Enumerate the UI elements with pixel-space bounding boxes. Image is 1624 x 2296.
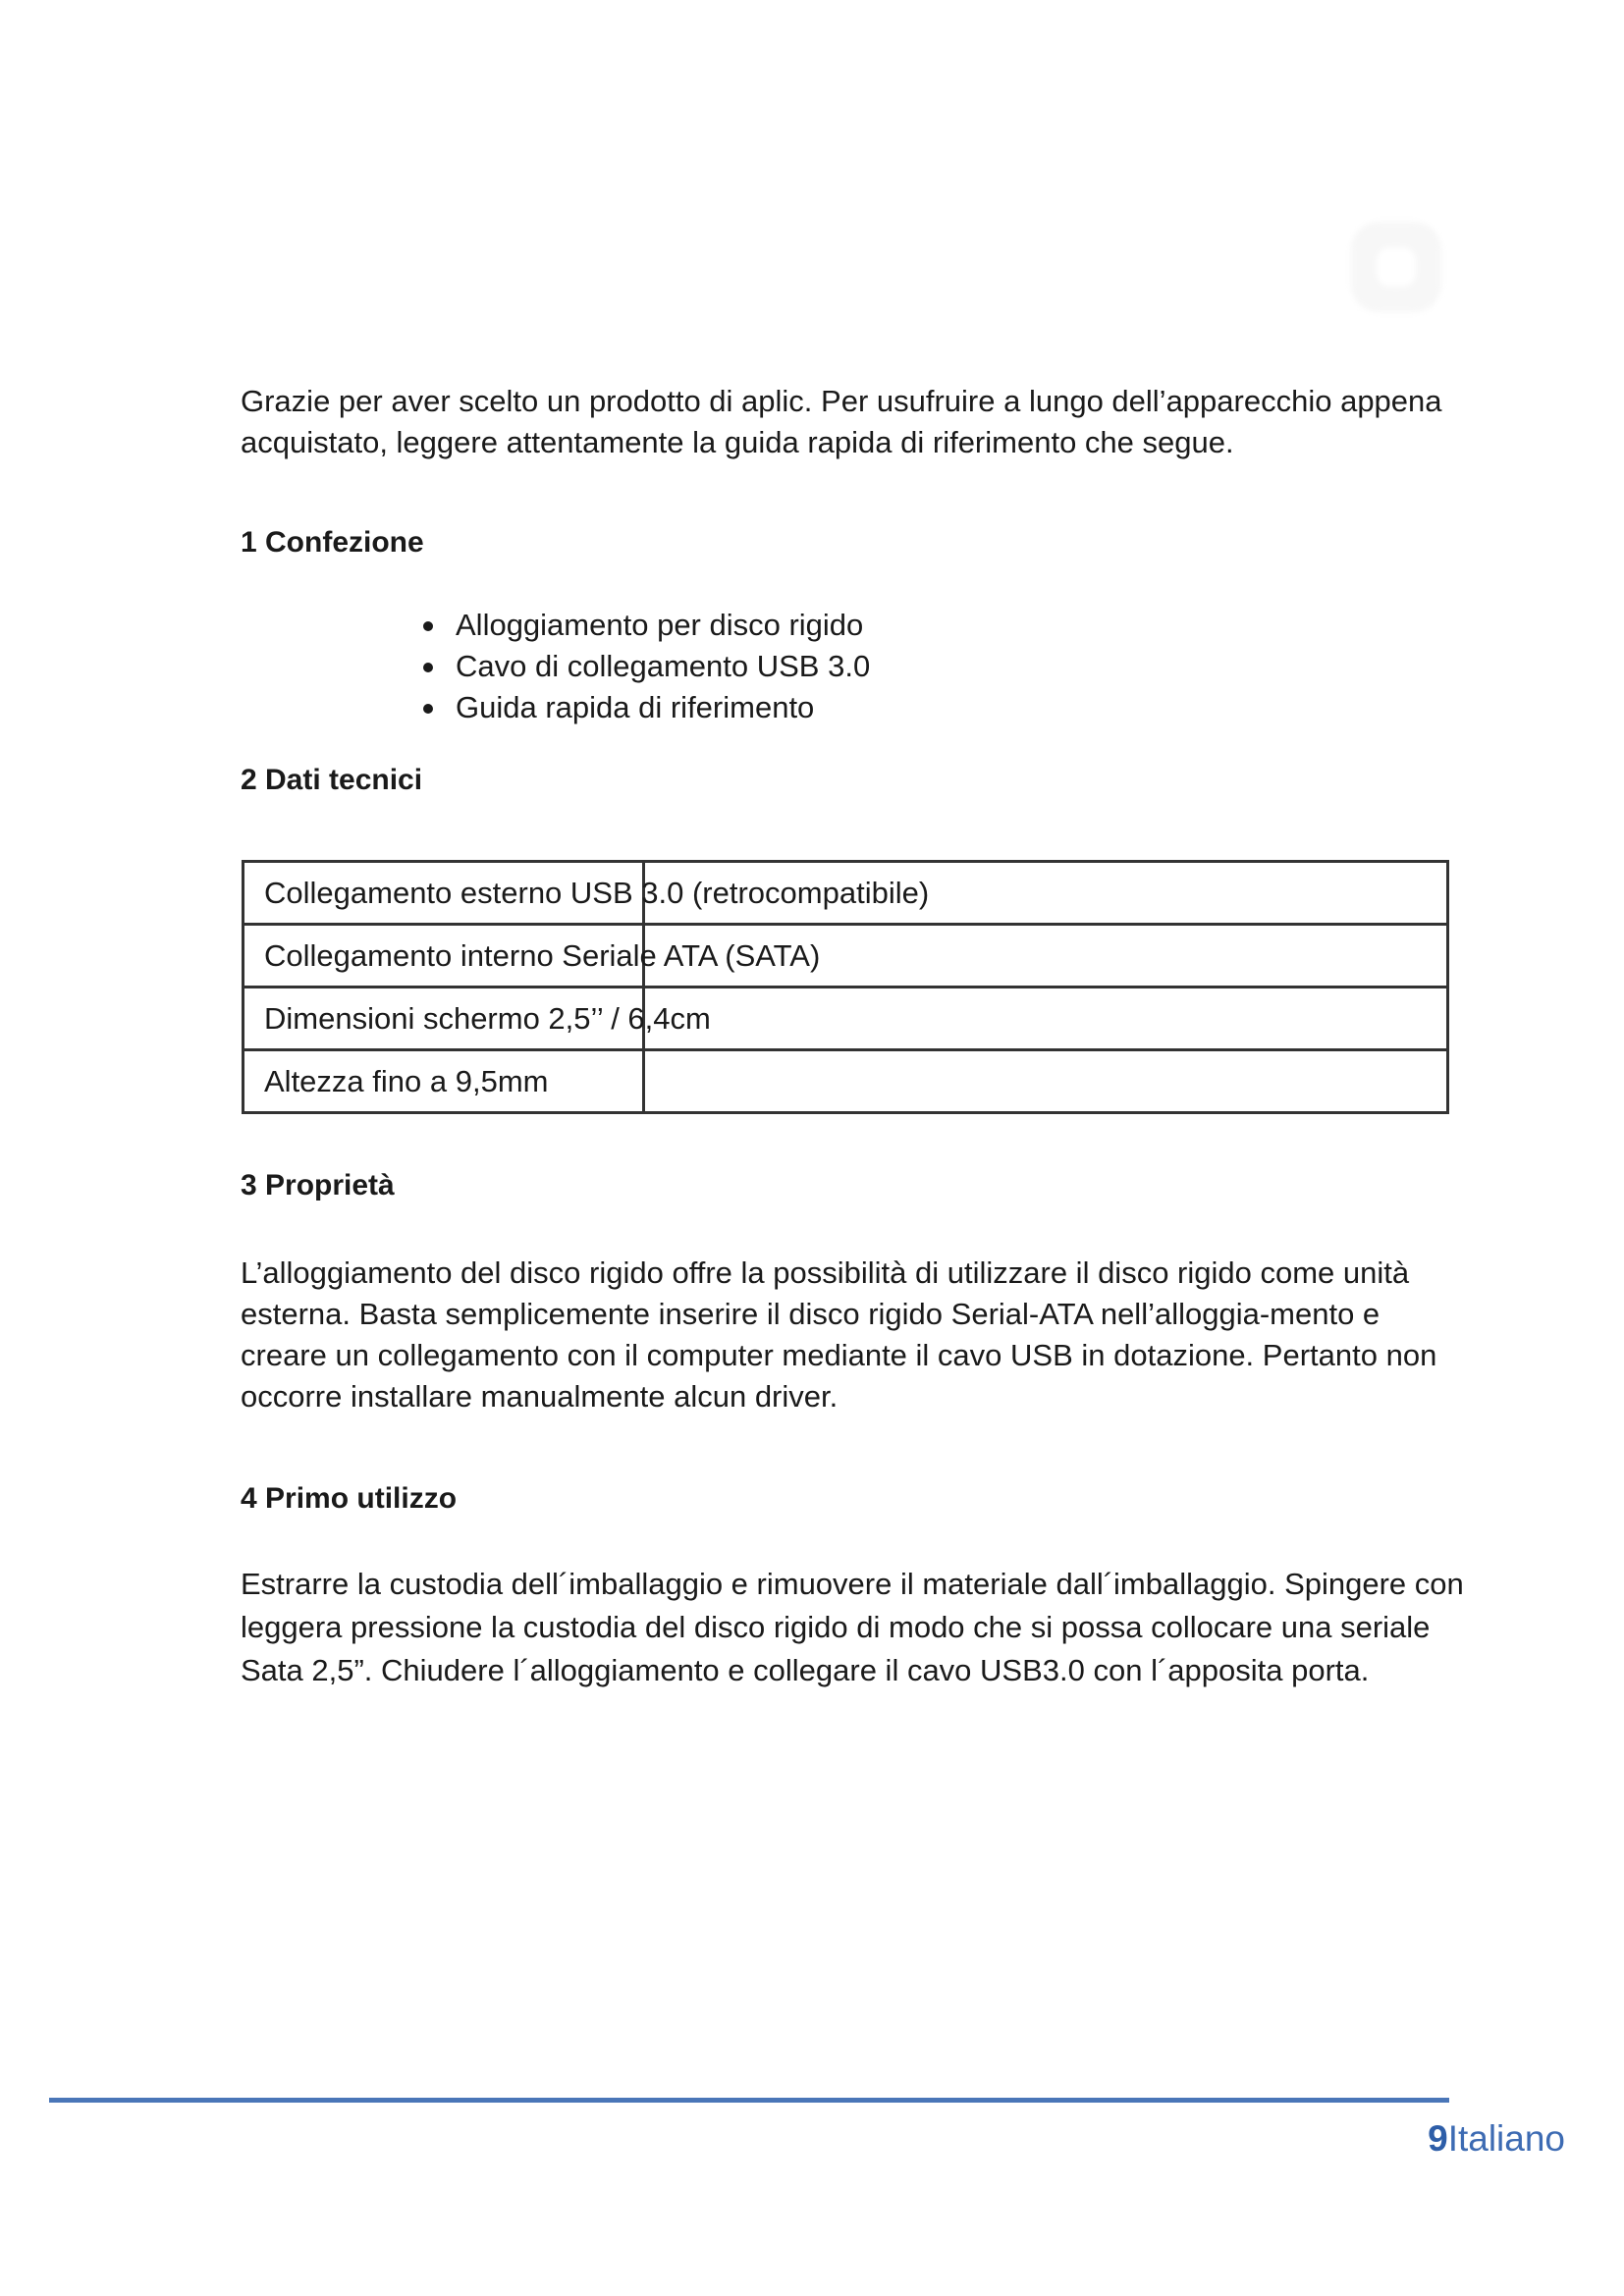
spec-row-text: Collegamento esterno USB 3.0 (retrocompatibile) <box>264 875 930 910</box>
watermark-logo <box>1351 222 1441 312</box>
table-row <box>244 862 1448 925</box>
table-row <box>244 1050 1448 1113</box>
section-heading-proprieta: 3 Proprietà <box>241 1169 395 1201</box>
footer-divider <box>49 2098 1449 2103</box>
list-item: Guida rapida di riferimento <box>420 687 870 728</box>
page-number: 9 <box>1428 2118 1448 2159</box>
table-row <box>244 988 1448 1050</box>
page-footer <box>1428 2118 1565 2160</box>
intro-paragraph: Grazie per aver scelto un prodotto di aplic. Per usufruire a lungo dell’apparecchio appena acquistato, leggere attentamente la guida rapida di riferimento che segue. <box>241 384 1442 459</box>
section-heading-primo-utilizzo: 4 Primo utilizzo <box>241 1482 458 1515</box>
package-contents-list <box>420 605 870 728</box>
properties-paragraph: L’alloggiamento del disco rigido offre la possibilità di utilizzare il disco rigido come unità esterna. Basta semplicemente inserire il disco rigido Serial-ATA nell’alloggia-mento e creare un collegamento con il computer mediante il cavo USB in dotazione. Pertanto non occorre installare manualmente alcun driver. <box>241 1255 1437 1414</box>
table-row <box>244 925 1448 988</box>
list-item: Cavo di collegamento USB 3.0 <box>420 646 870 687</box>
section-heading-confezione: 1 Confezione <box>241 526 424 559</box>
first-use-paragraph: Estrarre la custodia dell´imballaggio e rimuovere il materiale dall´imballaggio. Spingere con leggera pressione la custodia del disco rigido di modo che si possa collocare una seriale Sata 2,5”. Chiudere l´alloggiamento e collegare il cavo USB3.0 con l´apposita porta. <box>241 1567 1464 1687</box>
list-item: Alloggiamento per disco rigido <box>420 605 870 646</box>
spec-row-text: Dimensioni schermo 2,5’’ / 6,4cm <box>264 1000 711 1036</box>
technical-data-table <box>242 860 1449 1114</box>
section-heading-dati-tecnici: 2 Dati tecnici <box>241 764 423 796</box>
spec-row-text: Collegamento interno Seriale ATA (SATA) <box>264 937 821 973</box>
spec-row-text: Altezza fino a 9,5mm <box>264 1063 549 1098</box>
footer-language: Italiano <box>1447 2118 1565 2159</box>
